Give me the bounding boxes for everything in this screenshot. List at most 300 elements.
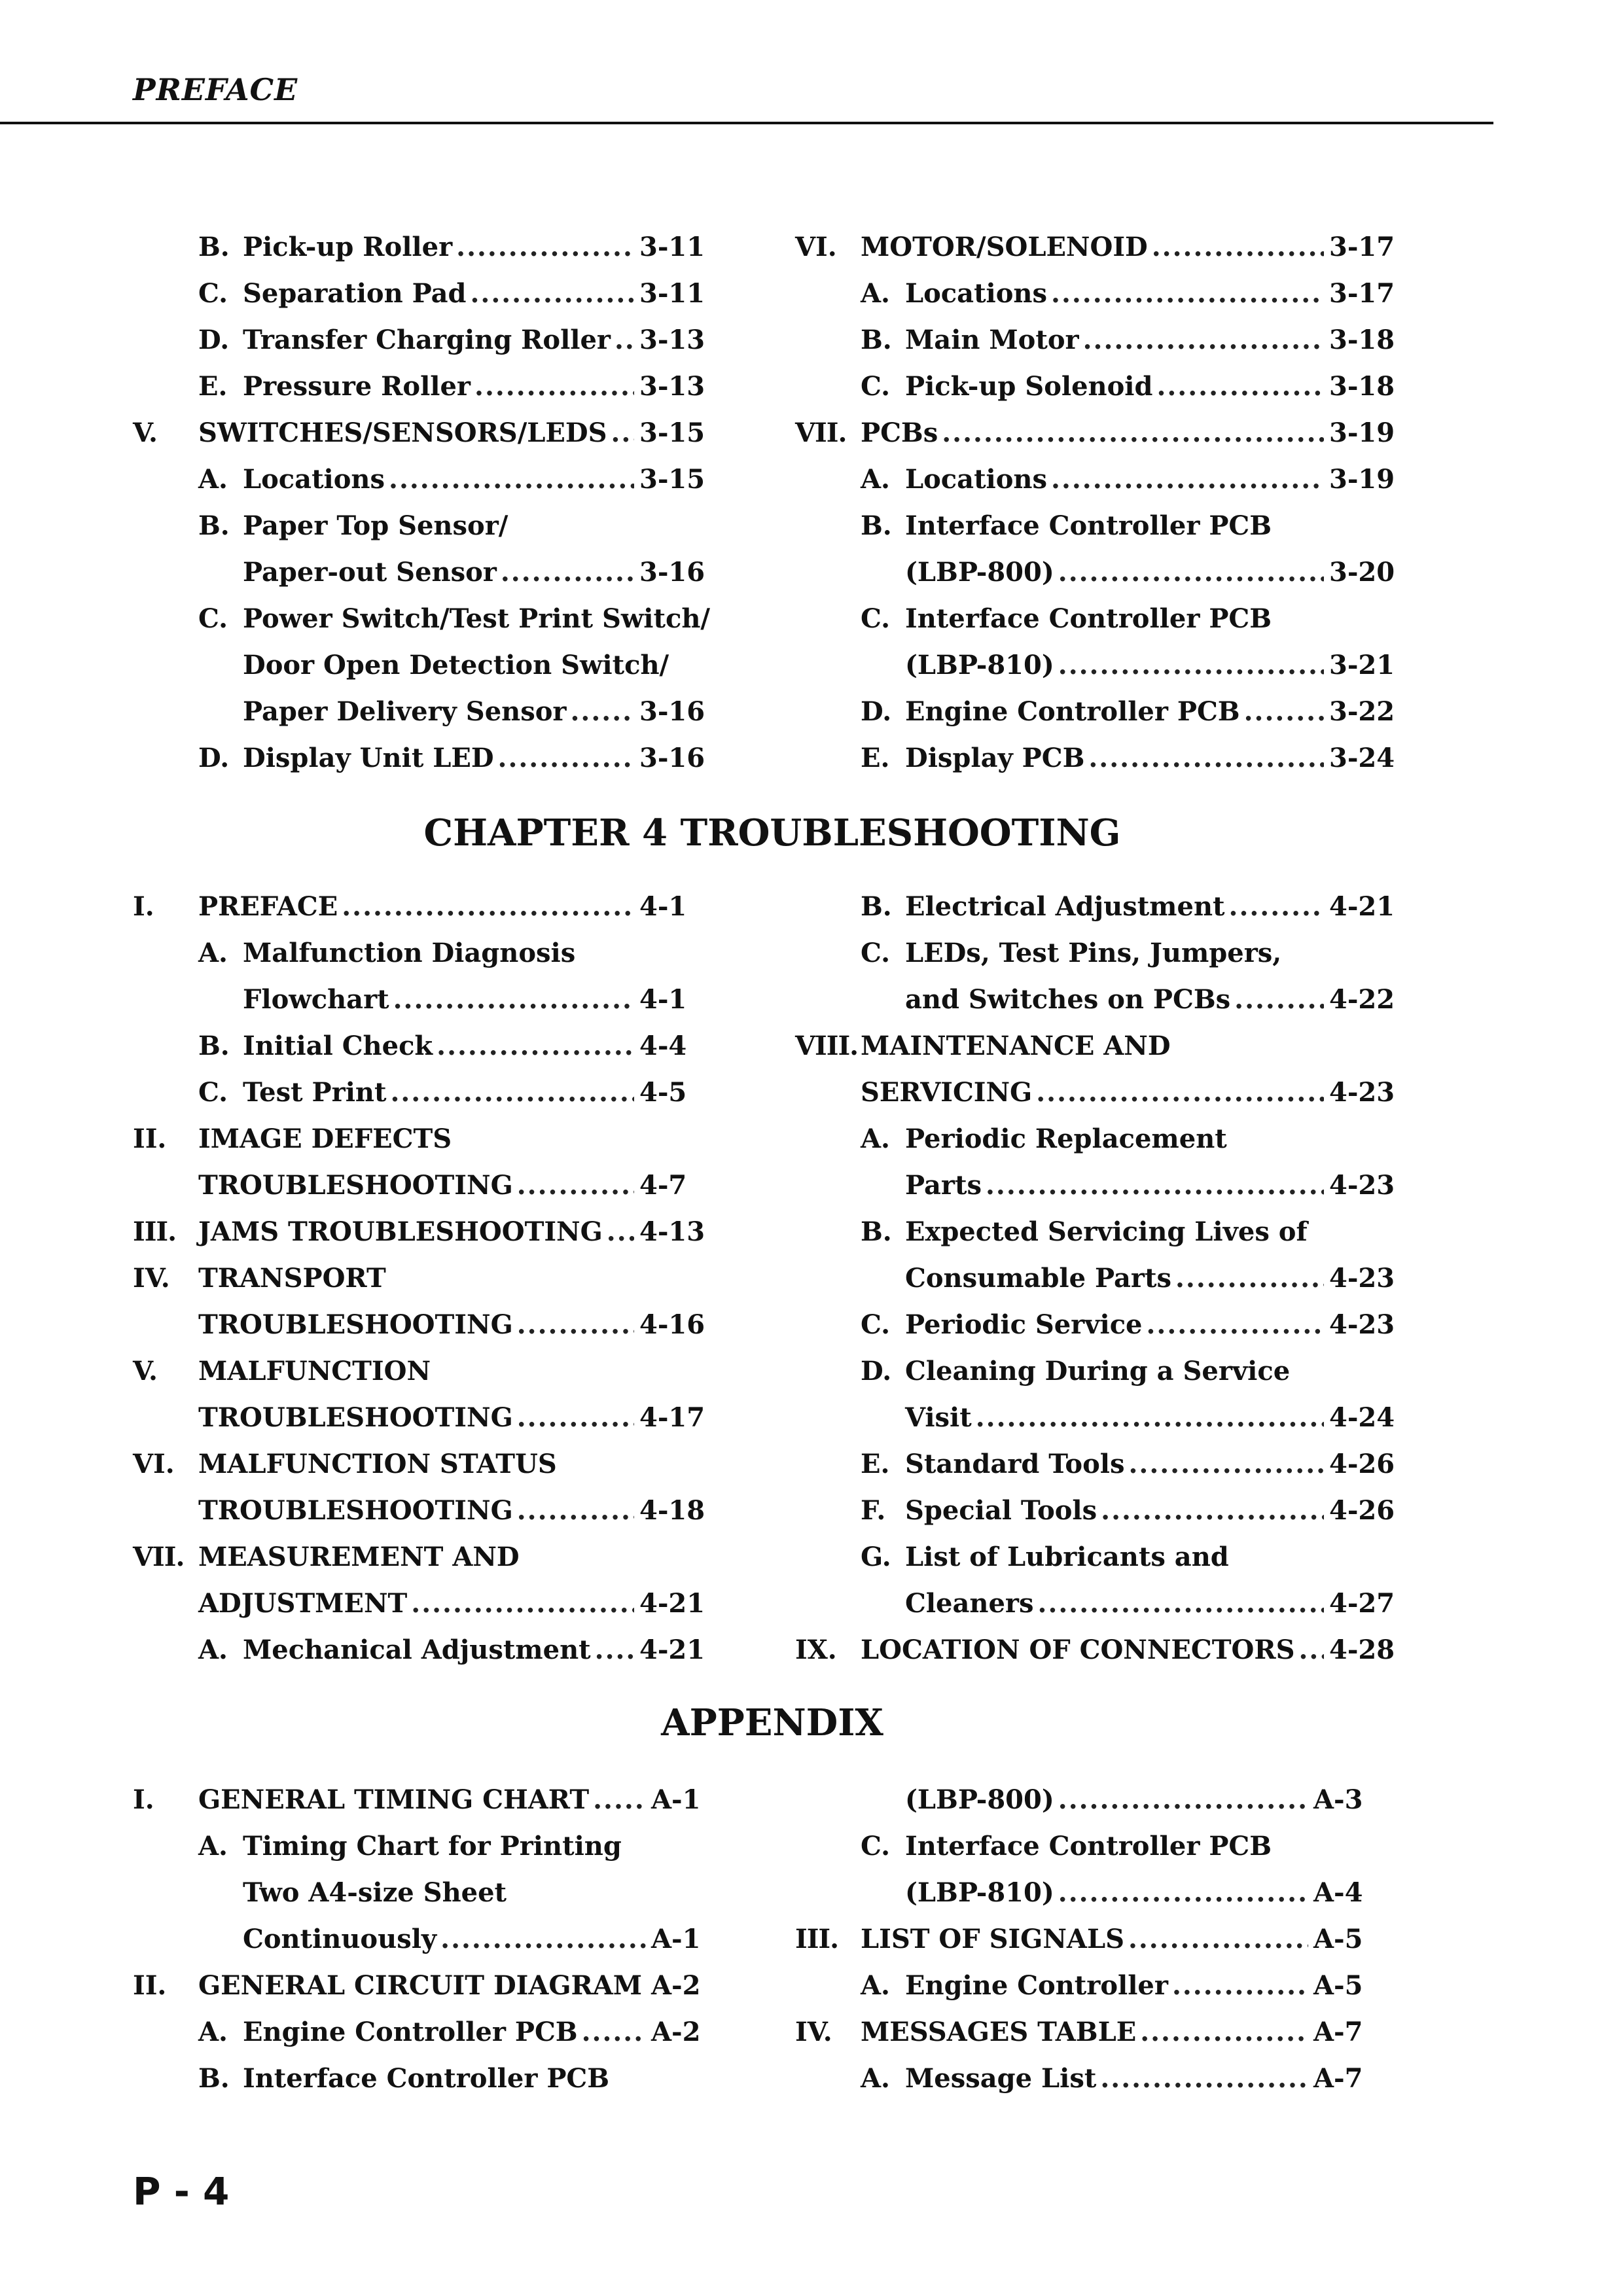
toc-entry [133, 1023, 702, 1069]
toc-leader-dots [393, 976, 634, 1023]
toc-leader-dots [390, 1069, 634, 1116]
toc-entry [133, 595, 711, 642]
toc-section-number: II. [133, 1970, 167, 2001]
toc-subsection-letter: E. [861, 743, 890, 773]
toc-page-number: 4-27 [1329, 1588, 1395, 1619]
toc-entry [795, 1394, 1395, 1441]
toc-entry-title: GENERAL CIRCUIT DIAGRAM [198, 1970, 643, 2001]
toc-page-number: 3-16 [639, 557, 705, 588]
toc-entry-title: Separation Pad [243, 278, 467, 309]
toc-entry-title-wrap [861, 1916, 1313, 1962]
toc-entry [795, 1869, 1376, 1916]
toc-entry-title-wrap [905, 976, 1329, 1023]
toc-entry [133, 317, 705, 363]
toc-subsection-letter: F. [861, 1495, 886, 1526]
toc-page-number: 4-24 [1329, 1402, 1395, 1433]
toc-entry-title: Display Unit LED [243, 743, 494, 773]
toc-entry-title: Special Tools [905, 1495, 1097, 1526]
toc-entry-title-wrap [905, 1823, 1272, 1869]
toc-leader-dots [517, 1301, 634, 1348]
toc-page-number: A-7 [1313, 2017, 1363, 2047]
toc-entry-title-wrap [198, 1534, 520, 1580]
toc-page-number: 3-17 [1329, 278, 1395, 309]
toc-leader-dots [582, 2009, 646, 2055]
toc-page-number: 3-19 [1329, 417, 1395, 448]
toc-entry-title: and Switches on PCBs [905, 984, 1231, 1015]
toc-entry-title: Paper Delivery Sensor [243, 696, 567, 727]
toc-entry-title-wrap [243, 595, 710, 642]
toc-entry-title-wrap [861, 1627, 1329, 1673]
header-rule [0, 122, 1493, 124]
toc-entry-title-wrap [198, 1441, 557, 1487]
toc-entry-title: JAMS TROUBLESHOOTING [198, 1216, 603, 1247]
toc-page-number: 4-26 [1329, 1495, 1395, 1526]
toc-leader-dots [1051, 456, 1324, 503]
toc-entry [795, 1627, 1395, 1673]
toc-entry-title-wrap [198, 1255, 386, 1301]
toc-entry [133, 1823, 714, 1869]
toc-entry [133, 224, 705, 270]
toc-entry-title-wrap [905, 930, 1281, 976]
toc-leader-dots [1152, 224, 1324, 270]
toc-entry [795, 363, 1395, 410]
toc-leader-dots [942, 410, 1324, 456]
toc-sec1-right [795, 224, 1395, 781]
toc-page-number: 4-18 [639, 1495, 705, 1526]
toc-entry [133, 1069, 702, 1116]
toc-entry [133, 1441, 702, 1487]
toc-section-number: VIII. [795, 1031, 859, 1061]
toc-leader-dots [1083, 317, 1324, 363]
toc-subsection-letter: A. [198, 1634, 228, 1665]
toc-subsection-letter: C. [198, 1077, 228, 1108]
toc-page-number: 3-18 [1329, 371, 1395, 402]
toc-entry [133, 976, 702, 1023]
toc-page-number: 4-23 [1329, 1309, 1395, 1340]
toc-entry [795, 930, 1392, 976]
toc-entry [795, 976, 1395, 1023]
toc-page-number: 4-23 [1329, 1263, 1395, 1294]
toc-entry-title: Parts [905, 1170, 982, 1201]
toc-section-number: III. [795, 1924, 839, 1954]
toc-entry-title-wrap [905, 270, 1329, 317]
toc-page-number: 3-20 [1329, 557, 1395, 588]
toc-entry [795, 642, 1395, 688]
toc-leader-dots [976, 1394, 1324, 1441]
toc-entry-title-wrap [198, 1116, 452, 1162]
toc-leader-dots [1058, 1869, 1308, 1916]
toc-subsection-letter: D. [198, 325, 230, 355]
toc-leader-dots [595, 1627, 634, 1673]
toc-page-number: A-1 [651, 1784, 701, 1815]
toc-entry-title: Pick-up Solenoid [905, 371, 1153, 402]
toc-leader-dots [1229, 883, 1324, 930]
toc-entry [133, 642, 702, 688]
toc-leader-dots [986, 1162, 1324, 1209]
toc-leader-dots [440, 1916, 646, 1962]
toc-section-number: I. [133, 1784, 154, 1815]
toc-entry [795, 1209, 1392, 1255]
toc-entry-title-wrap [905, 688, 1329, 735]
toc-section-number: I. [133, 891, 154, 922]
toc-subsection-letter: B. [861, 891, 892, 922]
toc-leader-dots [501, 549, 634, 595]
toc-entry-title-wrap [198, 1580, 639, 1627]
toc-entry [795, 1487, 1395, 1534]
toc-entry-title: Periodic Service [905, 1309, 1143, 1340]
toc-entry [795, 688, 1395, 735]
toc-page-number: 4-21 [639, 1634, 705, 1665]
toc-sec1-left [133, 224, 711, 781]
toc-entry-title: Transfer Charging Roller [243, 325, 611, 355]
toc-leader-dots [517, 1487, 634, 1534]
toc-entry [133, 1534, 702, 1580]
toc-page-number: 4-7 [639, 1170, 687, 1201]
toc-leader-dots [1234, 976, 1324, 1023]
toc-subsection-letter: D. [198, 743, 230, 773]
toc-entry [133, 1487, 705, 1534]
toc-entry-title: Timing Chart for Printing [243, 1831, 622, 1862]
toc-entry-title-wrap [243, 930, 575, 976]
toc-entry [133, 549, 705, 595]
toc-entry [795, 883, 1395, 930]
toc-entry [133, 1301, 705, 1348]
toc-subsection-letter: A. [861, 278, 890, 309]
toc-entry [795, 1023, 1392, 1069]
toc-entry-title: Flowchart [243, 984, 389, 1015]
toc-section-number: VI. [133, 1449, 175, 1479]
toc-entry-title-wrap [861, 1023, 1171, 1069]
toc-entry-title: (LBP-800) [905, 557, 1054, 588]
toc-subsection-letter: C. [861, 938, 891, 968]
toc-entry-title: Continuously [243, 1924, 437, 1954]
toc-subsection-letter: D. [861, 1356, 892, 1386]
toc-entry-title-wrap [905, 642, 1329, 688]
toc-entry-title: List of Lubricants and [905, 1542, 1229, 1572]
toc-entry-title-wrap [905, 1116, 1227, 1162]
toc-page-number: 4-1 [639, 984, 687, 1015]
toc-entry [133, 930, 702, 976]
toc-leader-dots [1175, 1255, 1324, 1301]
toc-entry-title-wrap [905, 456, 1329, 503]
toc-entry-title-wrap [905, 1348, 1290, 1394]
toc-entry-title-wrap [905, 503, 1272, 549]
toc-subsection-letter: B. [861, 1216, 892, 1247]
toc-entry-title-wrap [861, 1069, 1329, 1116]
toc-entry [133, 1776, 714, 1823]
toc-entry [133, 1916, 714, 1962]
toc-entry [795, 1301, 1395, 1348]
toc-entry-title-wrap [198, 410, 639, 456]
toc-section-number: IX. [795, 1634, 837, 1665]
toc-subsection-letter: B. [198, 2063, 230, 2094]
toc-leader-dots [1058, 549, 1324, 595]
toc-entry-title-wrap [198, 883, 639, 930]
toc-entry-title-wrap [198, 1776, 651, 1823]
toc-page-number: 3-19 [1329, 464, 1395, 495]
toc-entry-title: Mechanical Adjustment [243, 1634, 591, 1665]
toc-entry [133, 688, 705, 735]
toc-subsection-letter: B. [198, 510, 230, 541]
toc-entry-title: TROUBLESHOOTING [198, 1170, 513, 1201]
toc-entry-title-wrap [198, 1348, 431, 1394]
toc-leader-dots [1140, 2009, 1308, 2055]
toc-entry-title: Locations [905, 464, 1048, 495]
toc-entry-title-wrap [905, 1962, 1313, 2009]
toc-entry-title-wrap [905, 1487, 1329, 1534]
toc-subsection-letter: A. [861, 464, 890, 495]
toc-page-number: 3-21 [1329, 650, 1395, 680]
toc-entry-title: PCBs [861, 417, 938, 448]
toc-sec2-left [133, 883, 705, 1673]
toc-entry-title-wrap [243, 642, 669, 688]
toc-entry-title-wrap [198, 1162, 639, 1209]
toc-page-number: 4-4 [639, 1031, 687, 1061]
toc-entry [133, 1962, 714, 2009]
toc-entry-title: PREFACE [198, 891, 338, 922]
toc-entry [133, 456, 705, 503]
toc-entry-title: MAINTENANCE AND [861, 1031, 1171, 1061]
toc-entry-title-wrap [198, 1487, 639, 1534]
toc-entry-title-wrap [905, 549, 1329, 595]
toc-entry [133, 270, 705, 317]
toc-leader-dots [1036, 1069, 1324, 1116]
toc-entry-title: Locations [905, 278, 1048, 309]
toc-sec2-right [795, 883, 1395, 1673]
toc-entry [795, 735, 1395, 781]
toc-entry-title-wrap [905, 1869, 1313, 1916]
toc-entry-title-wrap [905, 317, 1329, 363]
toc-page-number: 4-17 [639, 1402, 705, 1433]
toc-page-number: A-4 [1313, 1877, 1363, 1908]
toc-entry-title: Pick-up Roller [243, 232, 453, 262]
toc-entry [133, 883, 702, 930]
toc-page-number: 3-13 [639, 371, 705, 402]
toc-leader-dots [1128, 1916, 1308, 1962]
toc-page-number: 4-23 [1329, 1077, 1395, 1108]
toc-entry-title: Interface Controller PCB [905, 510, 1272, 541]
toc-page-number: 3-15 [639, 464, 705, 495]
toc-subsection-letter: A. [861, 1123, 890, 1154]
toc-page-number: A-5 [1313, 1924, 1363, 1954]
toc-page-number: 4-13 [639, 1216, 705, 1247]
toc-entry-title: Interface Controller PCB [243, 2063, 610, 2094]
toc-page-number: A-5 [1313, 1970, 1363, 2001]
toc-entry-title-wrap [243, 317, 639, 363]
toc-entry [795, 1348, 1392, 1394]
toc-entry [133, 1209, 705, 1255]
toc-leader-dots [456, 224, 634, 270]
toc-entry-title-wrap [243, 224, 639, 270]
toc-entry-title: (LBP-800) [905, 1784, 1054, 1815]
toc-entry [133, 1162, 702, 1209]
toc-leader-dots [1101, 1487, 1324, 1534]
toc-subsection-letter: C. [198, 603, 228, 634]
toc-entry [133, 1394, 705, 1441]
toc-entry-title-wrap [905, 363, 1329, 410]
running-header: PREFACE [133, 72, 298, 107]
toc-entry [795, 1441, 1395, 1487]
toc-subsection-letter: D. [861, 696, 892, 727]
toc-subsection-letter: B. [861, 325, 892, 355]
toc-subsection-letter: B. [198, 232, 230, 262]
toc-section-number: IV. [133, 1263, 170, 1294]
toc-leader-dots [593, 1776, 646, 1823]
toc-page-number: 4-21 [1329, 891, 1395, 922]
toc-entry-title: Visit [905, 1402, 972, 1433]
toc-entry-title: LIST OF SIGNALS [861, 1924, 1124, 1954]
toc-entry-title: ADJUSTMENT [198, 1588, 408, 1619]
toc-entry-title: IMAGE DEFECTS [198, 1123, 452, 1154]
toc-entry-title-wrap [243, 735, 639, 781]
toc-entry [133, 503, 702, 549]
toc-entry-title-wrap [198, 1394, 639, 1441]
toc-page-number: 3-16 [639, 696, 705, 727]
toc-entry-title: Engine Controller [905, 1970, 1168, 2001]
toc-entry-title-wrap [905, 1301, 1329, 1348]
toc-entry-title-wrap [905, 735, 1329, 781]
toc-section-number: V. [133, 417, 158, 448]
toc-page-number: A-2 [651, 2017, 701, 2047]
toc-entry-title-wrap [243, 270, 639, 317]
toc-leader-dots [389, 456, 634, 503]
toc-entry-title: (LBP-810) [905, 1877, 1054, 1908]
toc-page-number: 3-16 [639, 743, 705, 773]
toc-entry-title-wrap [243, 688, 639, 735]
toc-subsection-letter: C. [861, 1831, 891, 1862]
toc-entry [133, 735, 705, 781]
toc-entry-title-wrap [905, 1776, 1313, 1823]
toc-entry-title: Door Open Detection Switch/ [243, 650, 669, 680]
toc-entry [795, 2055, 1376, 2102]
toc-entry [795, 270, 1395, 317]
toc-page-number: A-3 [1313, 1784, 1363, 1815]
toc-entry-title: MALFUNCTION STATUS [198, 1449, 557, 1479]
toc-entry [133, 1580, 705, 1627]
toc-section-number: VI. [795, 232, 837, 262]
toc-entry [133, 1627, 705, 1673]
toc-entry [133, 2055, 714, 2102]
toc-entry-title-wrap [243, 363, 639, 410]
toc-entry-title-wrap [243, 1869, 507, 1916]
toc-entry [795, 2009, 1376, 2055]
toc-leader-dots [1147, 1301, 1325, 1348]
toc-entry [795, 595, 1392, 642]
toc-entry-title: Periodic Replacement [905, 1123, 1227, 1154]
toc-entry-title-wrap [861, 224, 1329, 270]
toc-entry-title: SWITCHES/SENSORS/LEDS [198, 417, 607, 448]
toc-leader-dots [1244, 688, 1324, 735]
toc-section-number: IV. [795, 2017, 832, 2047]
toc-entry-title: Cleaning During a Service [905, 1356, 1291, 1386]
toc-subsection-letter: E. [861, 1449, 890, 1479]
toc-entry-title-wrap [905, 1534, 1229, 1580]
toc-page-number: 3-22 [1329, 696, 1395, 727]
toc-entry-title: Malfunction Diagnosis [243, 938, 576, 968]
toc-leader-dots [1299, 1627, 1325, 1673]
toc-entry [795, 503, 1392, 549]
toc-entry-title: (LBP-810) [905, 650, 1054, 680]
toc-subsection-letter: C. [861, 1309, 891, 1340]
toc-entry-title-wrap [905, 1580, 1329, 1627]
toc-entry-title-wrap [198, 1301, 639, 1348]
toc-entry [133, 2009, 714, 2055]
toc-entry-title-wrap [243, 1823, 622, 1869]
toc-entry [133, 1869, 714, 1916]
toc-entry-title-wrap [905, 1162, 1329, 1209]
toc-entry-title-wrap [243, 1916, 651, 1962]
toc-subsection-letter: A. [861, 1970, 890, 2001]
toc-entry-title: TROUBLESHOOTING [198, 1309, 513, 1340]
toc-entry-title: SERVICING [861, 1077, 1033, 1108]
toc-leader-dots [607, 1209, 634, 1255]
toc-entry [133, 363, 705, 410]
toc-subsection-letter: B. [861, 510, 892, 541]
toc-entry-title: Locations [243, 464, 385, 495]
toc-entry-title: Message List [905, 2063, 1097, 2094]
toc-entry [795, 1916, 1376, 1962]
toc-entry-title: Two A4-size Sheet [243, 1877, 507, 1908]
toc-entry-title: GENERAL TIMING CHART [198, 1784, 590, 1815]
toc-page-number: 4-16 [639, 1309, 705, 1340]
toc-page-number: 4-26 [1329, 1449, 1395, 1479]
toc-entry-title-wrap [905, 1441, 1329, 1487]
toc-subsection-letter: A. [861, 2063, 890, 2094]
toc-entry-title: Test Print [243, 1077, 387, 1108]
toc-section-number: III. [133, 1216, 177, 1247]
chapter-4-heading: CHAPTER 4 TROUBLESHOOTING [423, 811, 1121, 855]
toc-page-number: 3-11 [639, 278, 705, 309]
toc-page-number: 3-11 [639, 232, 705, 262]
toc-entry-title: MOTOR/SOLENOID [861, 232, 1148, 262]
toc-leader-dots [474, 363, 634, 410]
toc-page-number: A-7 [1313, 2063, 1363, 2094]
toc-entry-title-wrap [243, 2009, 651, 2055]
toc-leader-dots [1051, 270, 1324, 317]
toc-entry-title: TROUBLESHOOTING [198, 1495, 513, 1526]
toc-entry-title: TRANSPORT [198, 1263, 386, 1294]
toc-entry [795, 1534, 1392, 1580]
toc-entry-title-wrap [243, 2055, 609, 2102]
toc-entry-title-wrap [243, 1023, 639, 1069]
toc-leader-dots [470, 270, 634, 317]
toc-entry-title: Standard Tools [905, 1449, 1125, 1479]
toc-entry-title-wrap [243, 503, 508, 549]
toc-entry-title-wrap [243, 456, 639, 503]
toc-subsection-letter: A. [198, 2017, 228, 2047]
toc-entry [795, 456, 1395, 503]
toc-leader-dots [1038, 1580, 1324, 1627]
toc-entry-title-wrap [243, 1069, 639, 1116]
toc-entry-title: Display PCB [905, 743, 1085, 773]
toc-entry [795, 1776, 1376, 1823]
toc-entry-title: Main Motor [905, 325, 1079, 355]
toc-entry [795, 1255, 1395, 1301]
toc-entry-title: Paper Top Sensor/ [243, 510, 508, 541]
toc-entry [795, 1580, 1395, 1627]
toc-page-number: 3-15 [639, 417, 705, 448]
toc-leader-dots [1156, 363, 1324, 410]
toc-entry-title: MALFUNCTION [198, 1356, 431, 1386]
toc-sec3-right [795, 1776, 1376, 2102]
toc-entry-title: Initial Check [243, 1031, 433, 1061]
toc-entry-title: Electrical Adjustment [905, 891, 1225, 922]
toc-entry-title-wrap [905, 1209, 1308, 1255]
toc-entry-title-wrap [905, 883, 1329, 930]
toc-leader-dots [411, 1580, 634, 1627]
toc-subsection-letter: C. [198, 278, 228, 309]
toc-entry-title: Engine Controller PCB [905, 696, 1240, 727]
